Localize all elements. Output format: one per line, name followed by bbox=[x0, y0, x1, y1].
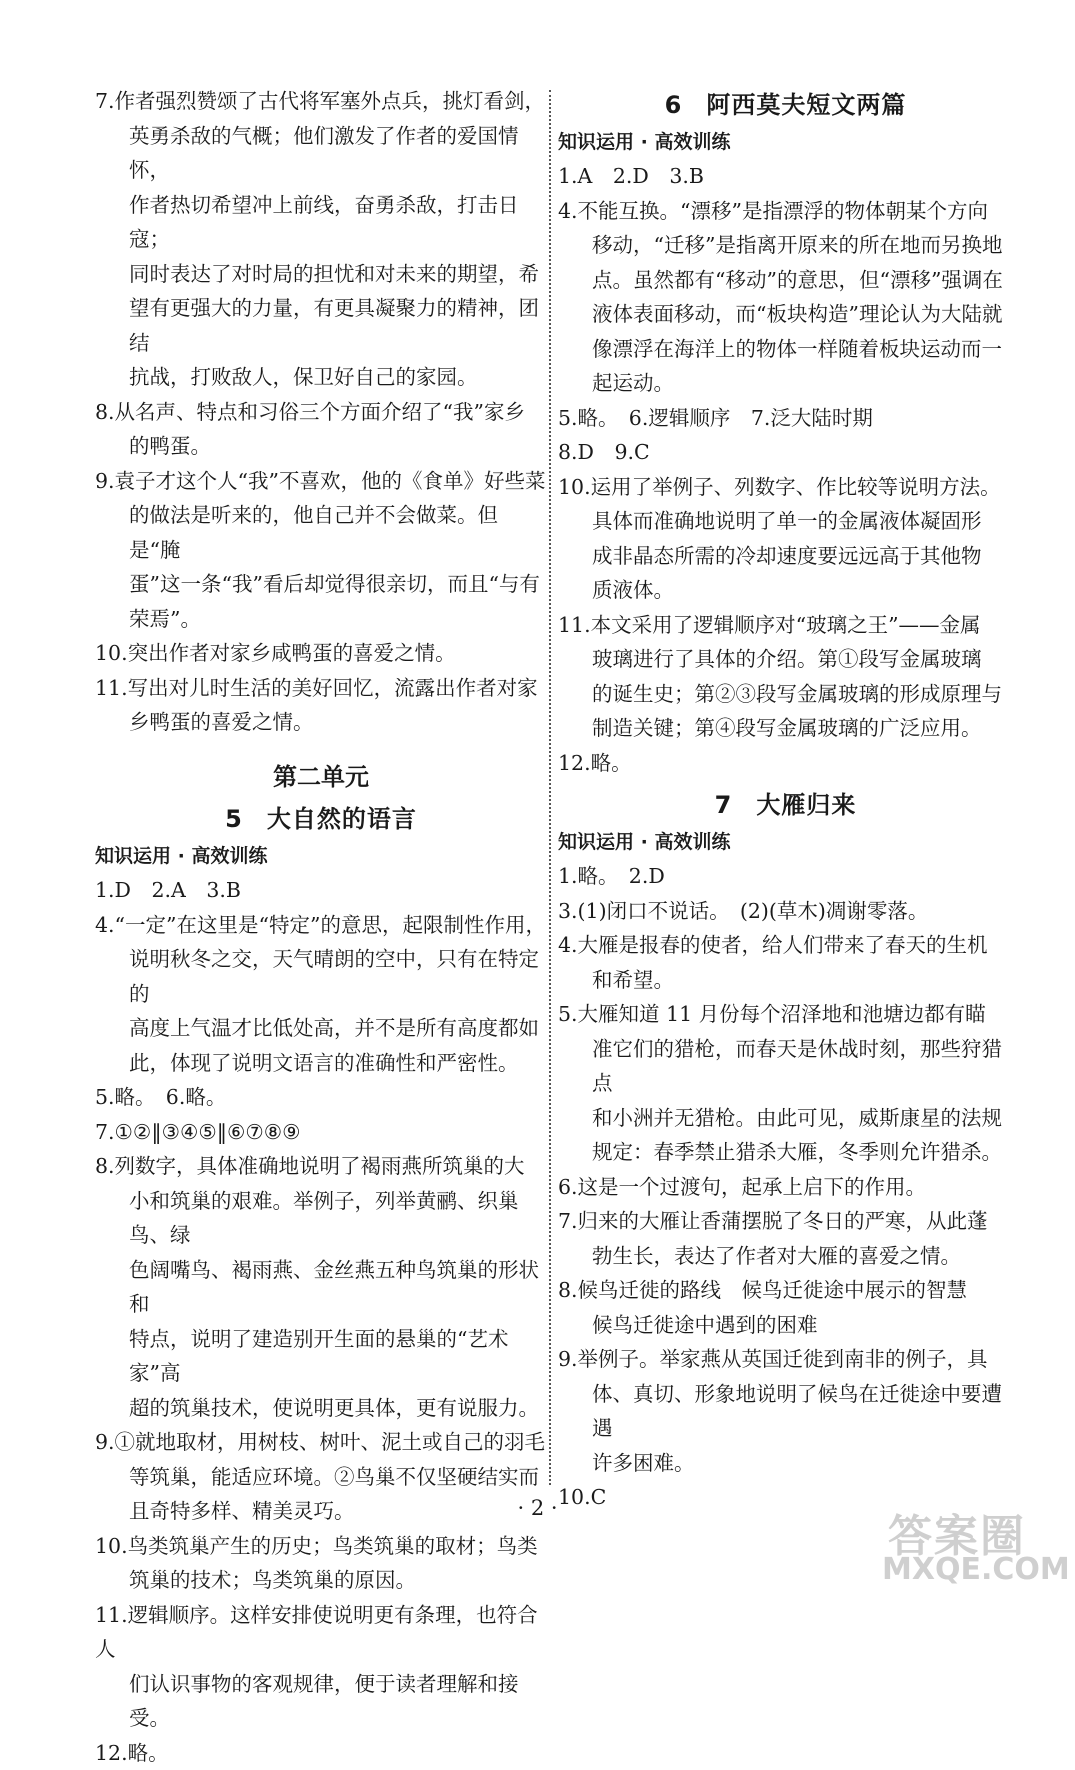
answer-first-line: 1.D 2.A 3.B bbox=[95, 873, 547, 908]
page-number: · 2 · bbox=[0, 1496, 1075, 1520]
unit-title: 第二单元 bbox=[95, 760, 547, 795]
left-answers-top bbox=[95, 84, 547, 740]
answer-first-line: 7.作者强烈赞颂了古代将军塞外点兵，挑灯看剑， bbox=[95, 84, 547, 119]
answer-line: 说明秋冬之交，天气晴朗的空中，只有在特定的 bbox=[95, 942, 547, 1011]
answer-item bbox=[95, 671, 547, 740]
answer-line: 们认识事物的客观规律，便于读者理解和接受。 bbox=[95, 1667, 547, 1736]
watermark-url: MXQE.COM bbox=[882, 1552, 1070, 1587]
answer-first-line: 11.逻辑顺序。这样安排使说明更有条理，也符合人 bbox=[95, 1598, 547, 1667]
answer-line: 像漂浮在海洋上的物体一样随着板块运动而一 bbox=[558, 332, 1013, 367]
answer-line: 制造关键；第④段写金属玻璃的广泛应用。 bbox=[558, 711, 1013, 746]
answer-item bbox=[95, 1529, 547, 1598]
answer-line: 点。虽然都有“移动”的意思，但“漂移”强调在 bbox=[558, 263, 1013, 298]
lesson-5-number: 5 bbox=[225, 805, 243, 833]
lesson-7-title bbox=[558, 788, 1013, 823]
answer-first-line: 5.略。 6.逻辑顺序 7.泛大陆时期 bbox=[558, 401, 1013, 436]
lesson-6-name: 阿西莫夫短文两篇 bbox=[706, 91, 906, 119]
answer-item bbox=[95, 873, 547, 908]
answer-item bbox=[558, 608, 1013, 746]
answer-line: 的诞生史；第②③段写金属玻璃的形成原理与 bbox=[558, 677, 1013, 712]
answer-first-line: 4.不能互换。“漂移”是指漂浮的物体朝某个方向 bbox=[558, 194, 1013, 229]
right-column bbox=[558, 84, 1013, 1515]
answer-first-line: 7.①②‖③④⑤‖⑥⑦⑧⑨ bbox=[95, 1115, 547, 1150]
answer-line: 许多困难。 bbox=[558, 1446, 1013, 1481]
answer-first-line: 3.(1)闭口不说话。 (2)(草木)凋谢零落。 bbox=[558, 894, 1013, 929]
answer-item bbox=[95, 636, 547, 671]
answer-first-line: 1.A 2.D 3.B bbox=[558, 159, 1013, 194]
answer-first-line: 11.写出对儿时生活的美好回忆，流露出作者对家 bbox=[95, 671, 547, 706]
answer-item bbox=[558, 194, 1013, 401]
answer-line: 超的筑巢技术，使说明更具体，更有说服力。 bbox=[95, 1391, 547, 1426]
answer-line: 乡鸭蛋的喜爱之情。 bbox=[95, 705, 547, 740]
lesson-5-section-label: 知识运用 · 高效训练 bbox=[95, 839, 547, 874]
answer-item bbox=[95, 908, 547, 1081]
answer-first-line: 10.运用了举例子、列数字、作比较等说明方法。 bbox=[558, 470, 1013, 505]
answer-first-line: 9.①就地取材，用树枝、树叶、泥土或自己的羽毛 bbox=[95, 1425, 547, 1460]
answer-line: 具体而准确地说明了单一的金属液体凝固形 bbox=[558, 504, 1013, 539]
answer-first-line: 1.略。 2.D bbox=[558, 859, 1013, 894]
answer-line: 高度上气温才比低处高，并不是所有高度都如 bbox=[95, 1011, 547, 1046]
answer-first-line: 8.列数字，具体准确地说明了褐雨燕所筑巢的大 bbox=[95, 1149, 547, 1184]
lesson-6-title bbox=[558, 88, 1013, 123]
lesson-5-name: 大自然的语言 bbox=[267, 805, 417, 833]
answer-first-line: 4.“一定”在这里是“特定”的意思，起限制性作用， bbox=[95, 908, 547, 943]
lesson-6-number: 6 bbox=[665, 91, 683, 119]
answer-item bbox=[95, 1736, 547, 1770]
answer-first-line: 10.C bbox=[558, 1480, 1013, 1515]
answer-item bbox=[95, 1149, 547, 1425]
answer-first-line: 12.略。 bbox=[558, 746, 1013, 781]
answer-item bbox=[558, 859, 1013, 894]
answer-line: 同时表达了对时局的担忧和对未来的期望，希 bbox=[95, 257, 547, 292]
answer-line: 的做法是听来的，他自己并不会做菜。但是“腌 bbox=[95, 498, 547, 567]
answer-line: 荣焉”。 bbox=[95, 602, 547, 637]
answer-line: 望有更强大的力量，有更具凝聚力的精神，团结 bbox=[95, 291, 547, 360]
answer-item bbox=[95, 1080, 547, 1115]
answer-line: 移动，“迁移”是指离开原来的所在地而另换地 bbox=[558, 228, 1013, 263]
answer-first-line: 8.从名声、特点和习俗三个方面介绍了“我”家乡 bbox=[95, 395, 547, 430]
answer-item bbox=[558, 1170, 1013, 1205]
answer-item bbox=[558, 1342, 1013, 1480]
answer-line: 和希望。 bbox=[558, 963, 1013, 998]
lesson-7-section-label: 知识运用 · 高效训练 bbox=[558, 825, 1013, 860]
answer-item bbox=[558, 928, 1013, 997]
answer-item bbox=[558, 997, 1013, 1170]
lesson-7-number: 7 bbox=[715, 791, 733, 819]
answer-item bbox=[95, 84, 547, 395]
answer-first-line: 12.略。 bbox=[95, 1736, 547, 1770]
answer-line: 蛋”这一条“我”看后却觉得很亲切，而且“与有 bbox=[95, 567, 547, 602]
answer-line: 色阔嘴鸟、褐雨燕、金丝燕五种鸟筑巢的形状和 bbox=[95, 1253, 547, 1322]
answer-item bbox=[95, 1115, 547, 1150]
answer-line: 作者热切希望冲上前线，奋勇杀敌，打击日寇； bbox=[95, 188, 547, 257]
answer-item bbox=[558, 401, 1013, 436]
answer-line: 筑巢的技术；鸟类筑巢的原因。 bbox=[95, 1563, 547, 1598]
answer-line: 起运动。 bbox=[558, 366, 1013, 401]
answer-line: 候鸟迁徙途中遇到的困难 bbox=[558, 1308, 1013, 1343]
answer-item bbox=[95, 1598, 547, 1736]
answer-item bbox=[558, 470, 1013, 608]
answer-line: 此，体现了说明文语言的准确性和严密性。 bbox=[95, 1046, 547, 1081]
lesson-5-answers bbox=[95, 873, 547, 1770]
answer-item bbox=[95, 464, 547, 637]
lesson-7-name: 大雁归来 bbox=[756, 791, 856, 819]
answer-item bbox=[95, 395, 547, 464]
answer-first-line: 7.归来的大雁让香蒲摆脱了冬日的严寒，从此蓬 bbox=[558, 1204, 1013, 1239]
answer-line: 等筑巢，能适应环境。②鸟巢不仅坚硬结实而 bbox=[95, 1460, 547, 1495]
answer-first-line: 5.大雁知道 11 月份每个沼泽地和池塘边都有瞄 bbox=[558, 997, 1013, 1032]
lesson-6-answers bbox=[558, 159, 1013, 780]
answer-first-line: 8.D 9.C bbox=[558, 435, 1013, 470]
answer-line: 质液体。 bbox=[558, 573, 1013, 608]
answer-line: 抗战，打败敌人，保卫好自己的家园。 bbox=[95, 360, 547, 395]
answer-line: 体、真切、形象地说明了候鸟在迁徙途中要遭遇 bbox=[558, 1377, 1013, 1446]
answer-first-line: 8.候鸟迁徙的路线 候鸟迁徙途中展示的智慧 bbox=[558, 1273, 1013, 1308]
answer-item bbox=[558, 746, 1013, 781]
answer-first-line: 9.举例子。举家燕从英国迁徙到南非的例子，具 bbox=[558, 1342, 1013, 1377]
answer-item bbox=[558, 435, 1013, 470]
lesson-5-title bbox=[95, 802, 547, 837]
answer-line: 成非晶态所需的冷却速度要远远高于其他物 bbox=[558, 539, 1013, 574]
answer-line: 准它们的猎枪，而春天是休战时刻，那些狩猎点 bbox=[558, 1032, 1013, 1101]
lesson-6-section-label: 知识运用 · 高效训练 bbox=[558, 125, 1013, 160]
answer-line: 且奇特多样、精美灵巧。 bbox=[95, 1494, 547, 1529]
answer-first-line: 6.这是一个过渡句，起承上启下的作用。 bbox=[558, 1170, 1013, 1205]
answer-line: 规定：春季禁止猎杀大雁，冬季则允许猎杀。 bbox=[558, 1135, 1013, 1170]
answer-first-line: 11.本文采用了逻辑顺序对“玻璃之王”——金属 bbox=[558, 608, 1013, 643]
lesson-7-answers bbox=[558, 859, 1013, 1515]
answer-first-line: 5.略。 6.略。 bbox=[95, 1080, 547, 1115]
answer-line: 和小洲并无猎枪。由此可见，威斯康星的法规 bbox=[558, 1101, 1013, 1136]
answer-first-line: 10.突出作者对家乡咸鸭蛋的喜爱之情。 bbox=[95, 636, 547, 671]
answer-line: 玻璃进行了具体的介绍。第①段写金属玻璃 bbox=[558, 642, 1013, 677]
answer-item bbox=[558, 159, 1013, 194]
answer-line: 的鸭蛋。 bbox=[95, 429, 547, 464]
answer-item bbox=[558, 1273, 1013, 1342]
answer-line: 液体表面移动，而“板块构造”理论认为大陆就 bbox=[558, 297, 1013, 332]
answer-first-line: 4.大雁是报春的使者，给人们带来了春天的生机 bbox=[558, 928, 1013, 963]
answer-first-line: 9.袁子才这个人“我”不喜欢，他的《食单》好些菜 bbox=[95, 464, 547, 499]
watermark-logo bbox=[880, 1500, 1055, 1590]
answer-line: 小和筑巢的艰难。举例子，列举黄鹂、织巢鸟、绿 bbox=[95, 1184, 547, 1253]
answer-line: 特点，说明了建造别开生面的悬巢的“艺术家”高 bbox=[95, 1322, 547, 1391]
answer-item bbox=[558, 1204, 1013, 1273]
column-divider bbox=[549, 90, 551, 1485]
answer-line: 勃生长，表达了作者对大雁的喜爱之情。 bbox=[558, 1239, 1013, 1274]
watermark-text: 答案圈 bbox=[888, 1500, 1026, 1564]
answer-first-line: 10.鸟类筑巢产生的历史；鸟类筑巢的取材；鸟类 bbox=[95, 1529, 547, 1564]
answer-line: 英勇杀敌的气概；他们激发了作者的爱国情怀， bbox=[95, 119, 547, 188]
answer-item bbox=[558, 894, 1013, 929]
